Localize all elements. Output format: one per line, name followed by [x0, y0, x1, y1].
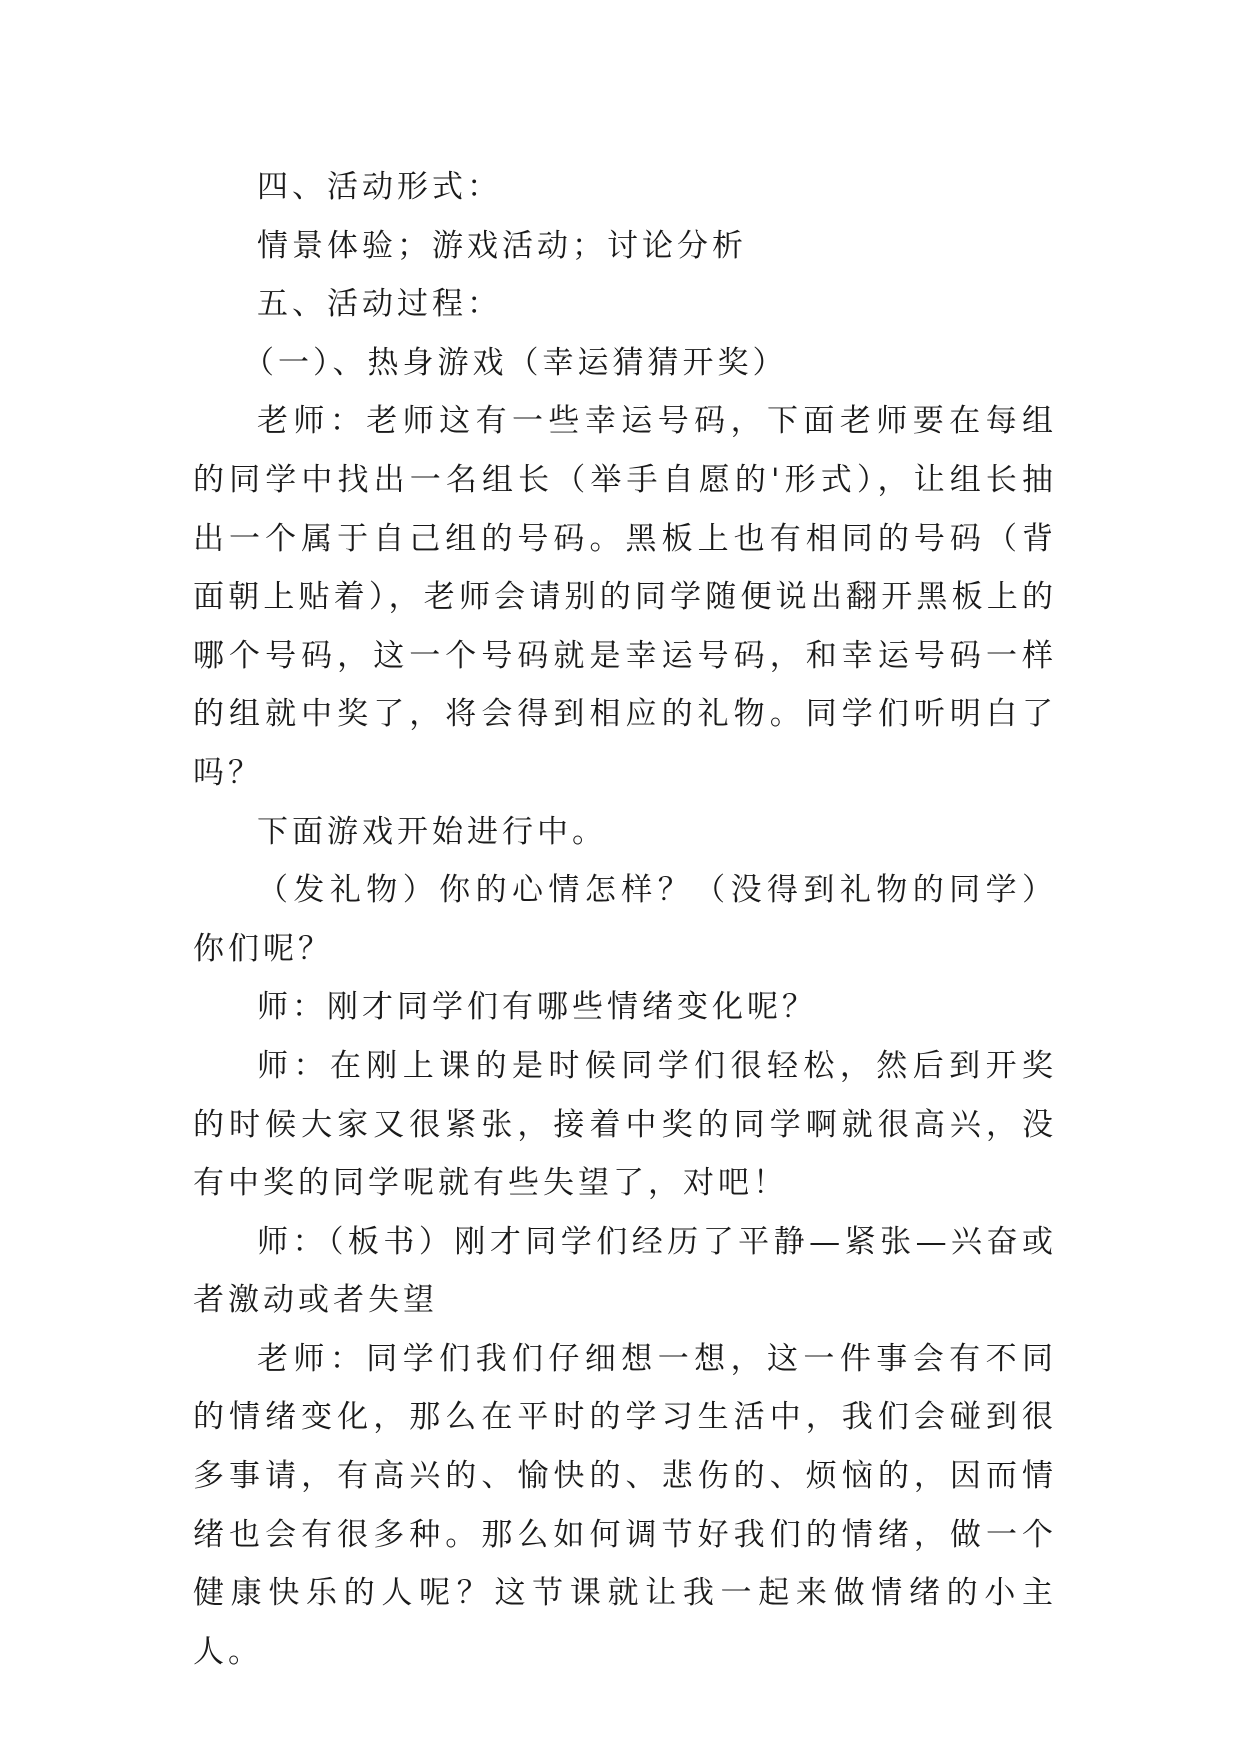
document-body	[193, 158, 1057, 1681]
section-heading-activity-process: 五、活动过程：	[257, 286, 502, 323]
paragraph-emotion-question: 师：刚才同学们有哪些情绪变化呢？	[257, 989, 817, 1026]
paragraph-game-start: 下面游戏开始进行中。	[257, 813, 607, 850]
paragraph-lesson-intro: 老师：同学们我们仔细想一想，这一件事会有不同的情绪变化，那么在平时的学习生活中，我们会碰到很多事请，有高兴的、愉快的、悲伤的、烦恼的，因而情绪也会有很多种。那么如何调节好我们的情绪，做一个健康快乐的人呢？这节课就让我一起来做情绪的小主人。	[193, 1340, 1057, 1670]
paragraph-game-rules: 老师：老师这有一些幸运号码，下面老师要在每组的同学中找出一名组长（举手自愿的'形式），让组长抽出一个属于自己组的号码。黑板上也有相同的号码（背面朝上贴着），老师会请别的同学随便说出翻开黑板上的哪个号码，这一个号码就是幸运号码，和幸运号码一样的组就中奖了，将会得到相应的礼物。同学们听明白了吗？	[193, 403, 1057, 791]
paragraph-emotion-summary: 师：在刚上课的是时候同学们很轻松，然后到开奖的时候大家又很紧张，接着中奖的同学啊就很高兴，没有中奖的同学呢就有些失望了，对吧！	[193, 1047, 1057, 1202]
paragraph-board-note: 师：（板书）刚才同学们经历了平静—紧张—兴奋或者激动或者失望	[193, 1223, 1057, 1319]
section-heading-activity-form: 四、活动形式：	[257, 169, 502, 205]
activity-form-text: 情景体验；游戏活动；讨论分析	[257, 227, 747, 264]
paragraph-gift-question: （发礼物）你的心情怎样？（没得到礼物的同学）你们呢？	[193, 872, 1057, 967]
subsection-heading-warmup-game: （一）、热身游戏（幸运猜猜开奖）	[243, 344, 788, 381]
